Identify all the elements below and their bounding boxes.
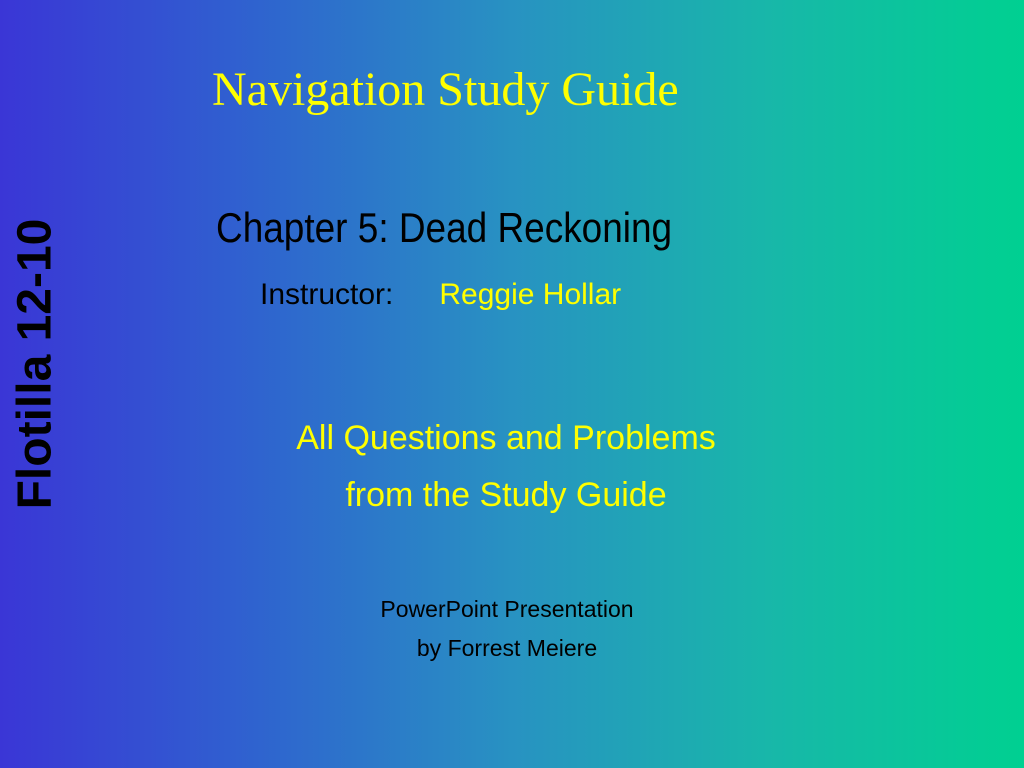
- chapter-heading: Chapter 5: Dead Reckoning: [216, 204, 673, 251]
- instructor-name: Reggie Hollar: [439, 278, 622, 311]
- questions-note: [296, 410, 716, 524]
- questions-line-2: from the Study Guide: [345, 476, 667, 514]
- credits-line-2: by Forrest Meiere: [416, 635, 598, 661]
- side-label: Flotilla 12-10: [8, 218, 62, 510]
- instructor-line: [260, 278, 621, 312]
- credits: [380, 590, 633, 668]
- credits-line-1: PowerPoint Presentation: [380, 596, 634, 622]
- instructor-label: Instructor:: [260, 278, 394, 311]
- questions-line-1: All Questions and Problems: [296, 419, 716, 457]
- slide-title: Navigation Study Guide: [212, 63, 679, 116]
